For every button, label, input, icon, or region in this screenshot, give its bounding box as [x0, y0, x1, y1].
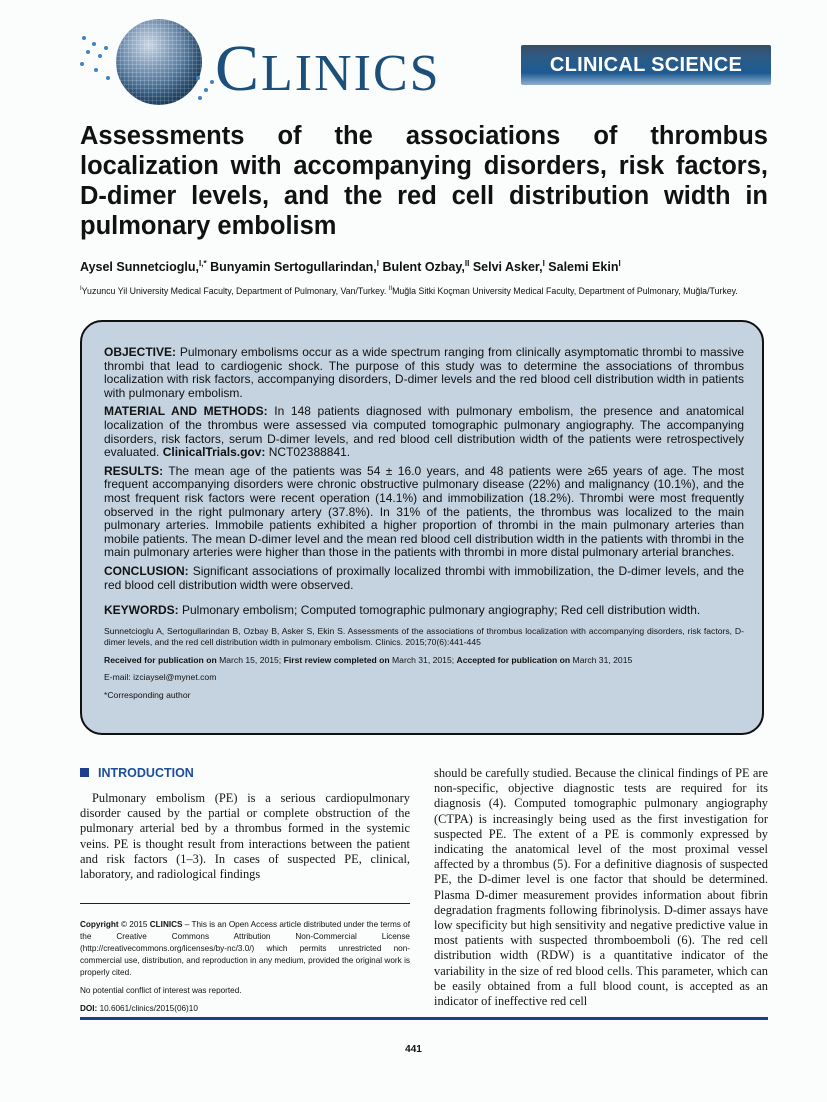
intro-text-left-column: Pulmonary embolism (PE) is a serious cardiopulmonary disorder caused by the partial or complete obstruction of the pulmonary arterial bed by a thrombus formed in the systemic veins. PE is thought result from interactions between the patient and risk factors (1–3). In cases of suspected PE, clinical, laboratory, and radiological findings [80, 791, 410, 882]
abstract-methods: MATERIAL AND METHODS: In 148 patients diagnosed with pulmonary embolism, the presence and anatomical localization of the thrombus were assessed via computed tomographic pulmonary angiography. The accompanying disorders, risk factors, serum D-dimer levels, and red blood cell distribution width of the patients were retrospectively evaluated. ClinicalTrials.gov: NCT02388841. [104, 404, 745, 460]
corresponding-note: *Corresponding author [104, 689, 191, 700]
abstract-objective: OBJECTIVE: Pulmonary embolisms occur as a wide spectrum ranging from clinically asymptomatic thrombi to massive thrombi that lead to cardiogenic shock. The purpose of this study was to determine the associations of thrombus localization with risk factors, accompanying disorders, D-dimer levels and the red blood cell distribution width in patients with pulmonary embolism. [104, 345, 744, 400]
article-title: Assessments of the associations of thrombus localization with accompanying disorders, risk factors, D-dimer levels, and the red cell distribution width in pulmonary embolism [80, 122, 768, 240]
doi[interactable]: DOI: 10.6061/clinics/2015(06)10 [80, 1004, 198, 1013]
square-bullet-icon [80, 768, 89, 777]
author-name: Selvi Asker, [472, 260, 543, 275]
citation: Sunnetcioglu A, Sertogullarindan B, Ozbay B, Asker S, Ekin S. Assessments of the associations of thrombus localization with accompanying disorders, risk factors, D-dimer levels, and the red cell distribution width in pulmonary embolism. Clinics. 2015;70(6):441-445 [104, 625, 744, 648]
page-number: 441 [405, 1044, 422, 1055]
author-name: Bulent Ozbay, [382, 260, 465, 275]
author-name: Aysel Sunnetcioglu, [80, 260, 200, 275]
affiliations: $^I$Yuzuncu Yil University Medical Faculty, Department of Pulmonary, Van/Turkey. $^{II}$Muğla Sitki Koçman University Medical Faculty, Department of Pulmonary, Muğla/Turkey. [80, 285, 738, 296]
abstract-conclusion: CONCLUSION: Significant associations of proximally localized thrombi with immobilization, the D-dimer levels, and the red blood cell distribution width were observed. [104, 563, 744, 592]
author-list: Aysel Sunnetcioglu,$^{I,*}$ Bunyamin Sertogullarindan,$^I$ Bulent Ozbay,$^{II}$ Selvi Asker,$^I$ Salemi Ekin$^I$ [80, 259, 621, 275]
copyright-notice: Copyright © 2015 CLINICS – This is an Open Access article distributed under the terms of the Creative Commons Attribution Non-Commercial License (http://creativecommons.org/licenses/by-nc/3.0/) which permits unrestricted non-commercial use, distribution, and reproduction in any medium, provided the original work is properly cited. [80, 920, 410, 977]
contact-email[interactable]: E-mail: izciaysel@mynet.com [104, 672, 217, 683]
journal-wordmark: CLINICS [215, 32, 441, 105]
intro-text-right-column: should be carefully studied. Because the clinical findings of PE are non-specific, objective diagnostic tests are required for its diagnosis (4). Computed tomographic pulmonary angiography (CTPA) is increasingly being used as the first investigation for suspected PE. The extent of a PE is commonly expressed by indicating the anatomical level of the most proximal vessel affected by a thrombus (5). For a definitive diagnosis of suspected PE, the D-dimer level is one factor that should be determined. Plasma D-dimer measurement provides information about fibrin degradation fragments following fibrinolysis. D-dimer assays have low specificity but high sensitivity and negative predictive value in most patients with suspected thromboemboli (6). The red cell distribution width (RDW) is a quantitative indicator of the variability in the size of red blood cells. This parameter, which can be easily obtained from a full blood count, is accepted as an indicator of ineffective red cell [434, 766, 768, 1009]
author-name: Bunyamin Sertogullarindan, [210, 260, 377, 275]
page-bottom-rule [80, 1017, 768, 1020]
trial-registry-link[interactable]: ClinicalTrials.gov: [162, 445, 266, 460]
abstract-results: RESULTS: The mean age of the patients was 54 ± 16.0 years, and 48 patients were ≥65 years of age. The most frequent accompanying disorders were chronic obstructive pulmonary disease (22%) and malignancy (10.1%), and the most frequent risk factors were recent operation (14.1%) and immobilization (18.2%). Thrombi were most frequently observed in the right pulmonary artery (37.8%). In 31% of the patients, the thrombus was localized to the main pulmonary arteries. Immobile patients exhibited a higher proportion of thrombi in the main pulmonary arteries than mobile patients. The mean D-dimer level and the mean red blood cell distribution width in the patients with thrombi in the main pulmonary arteries were higher than those in the patients with thrombi in more distal pulmonary arterial branches. [104, 463, 744, 560]
affiliation: Yuzuncu Yil University Medical Faculty, Department of Pulmonary, Van/Turkey. [81, 285, 387, 296]
globe-icon [116, 19, 202, 105]
footnote-divider [80, 903, 410, 904]
footnotes [80, 919, 410, 1021]
author-name: Salemi Ekin [548, 260, 619, 275]
section-badge: CLINICAL SCIENCE [521, 45, 771, 85]
conflict-statement: No potential conflict of interest was reported. [80, 986, 242, 995]
keywords: KEYWORDS: Pulmonary embolism; Computed tomographic pulmonary angiography; Red cell distribution width. [104, 603, 701, 618]
journal-logo [78, 14, 458, 104]
publication-dates: Received for publication on March 15, 2015; First review completed on March 31, 2015; Accepted for publication on March 31, 2015 [104, 654, 633, 665]
abstract-box [80, 320, 764, 735]
affiliation: Muğla Sitki Koçman University Medical Faculty, Department of Pulmonary, Muğla/Turkey. [392, 285, 738, 296]
section-heading-introduction: INTRODUCTION [80, 766, 194, 780]
